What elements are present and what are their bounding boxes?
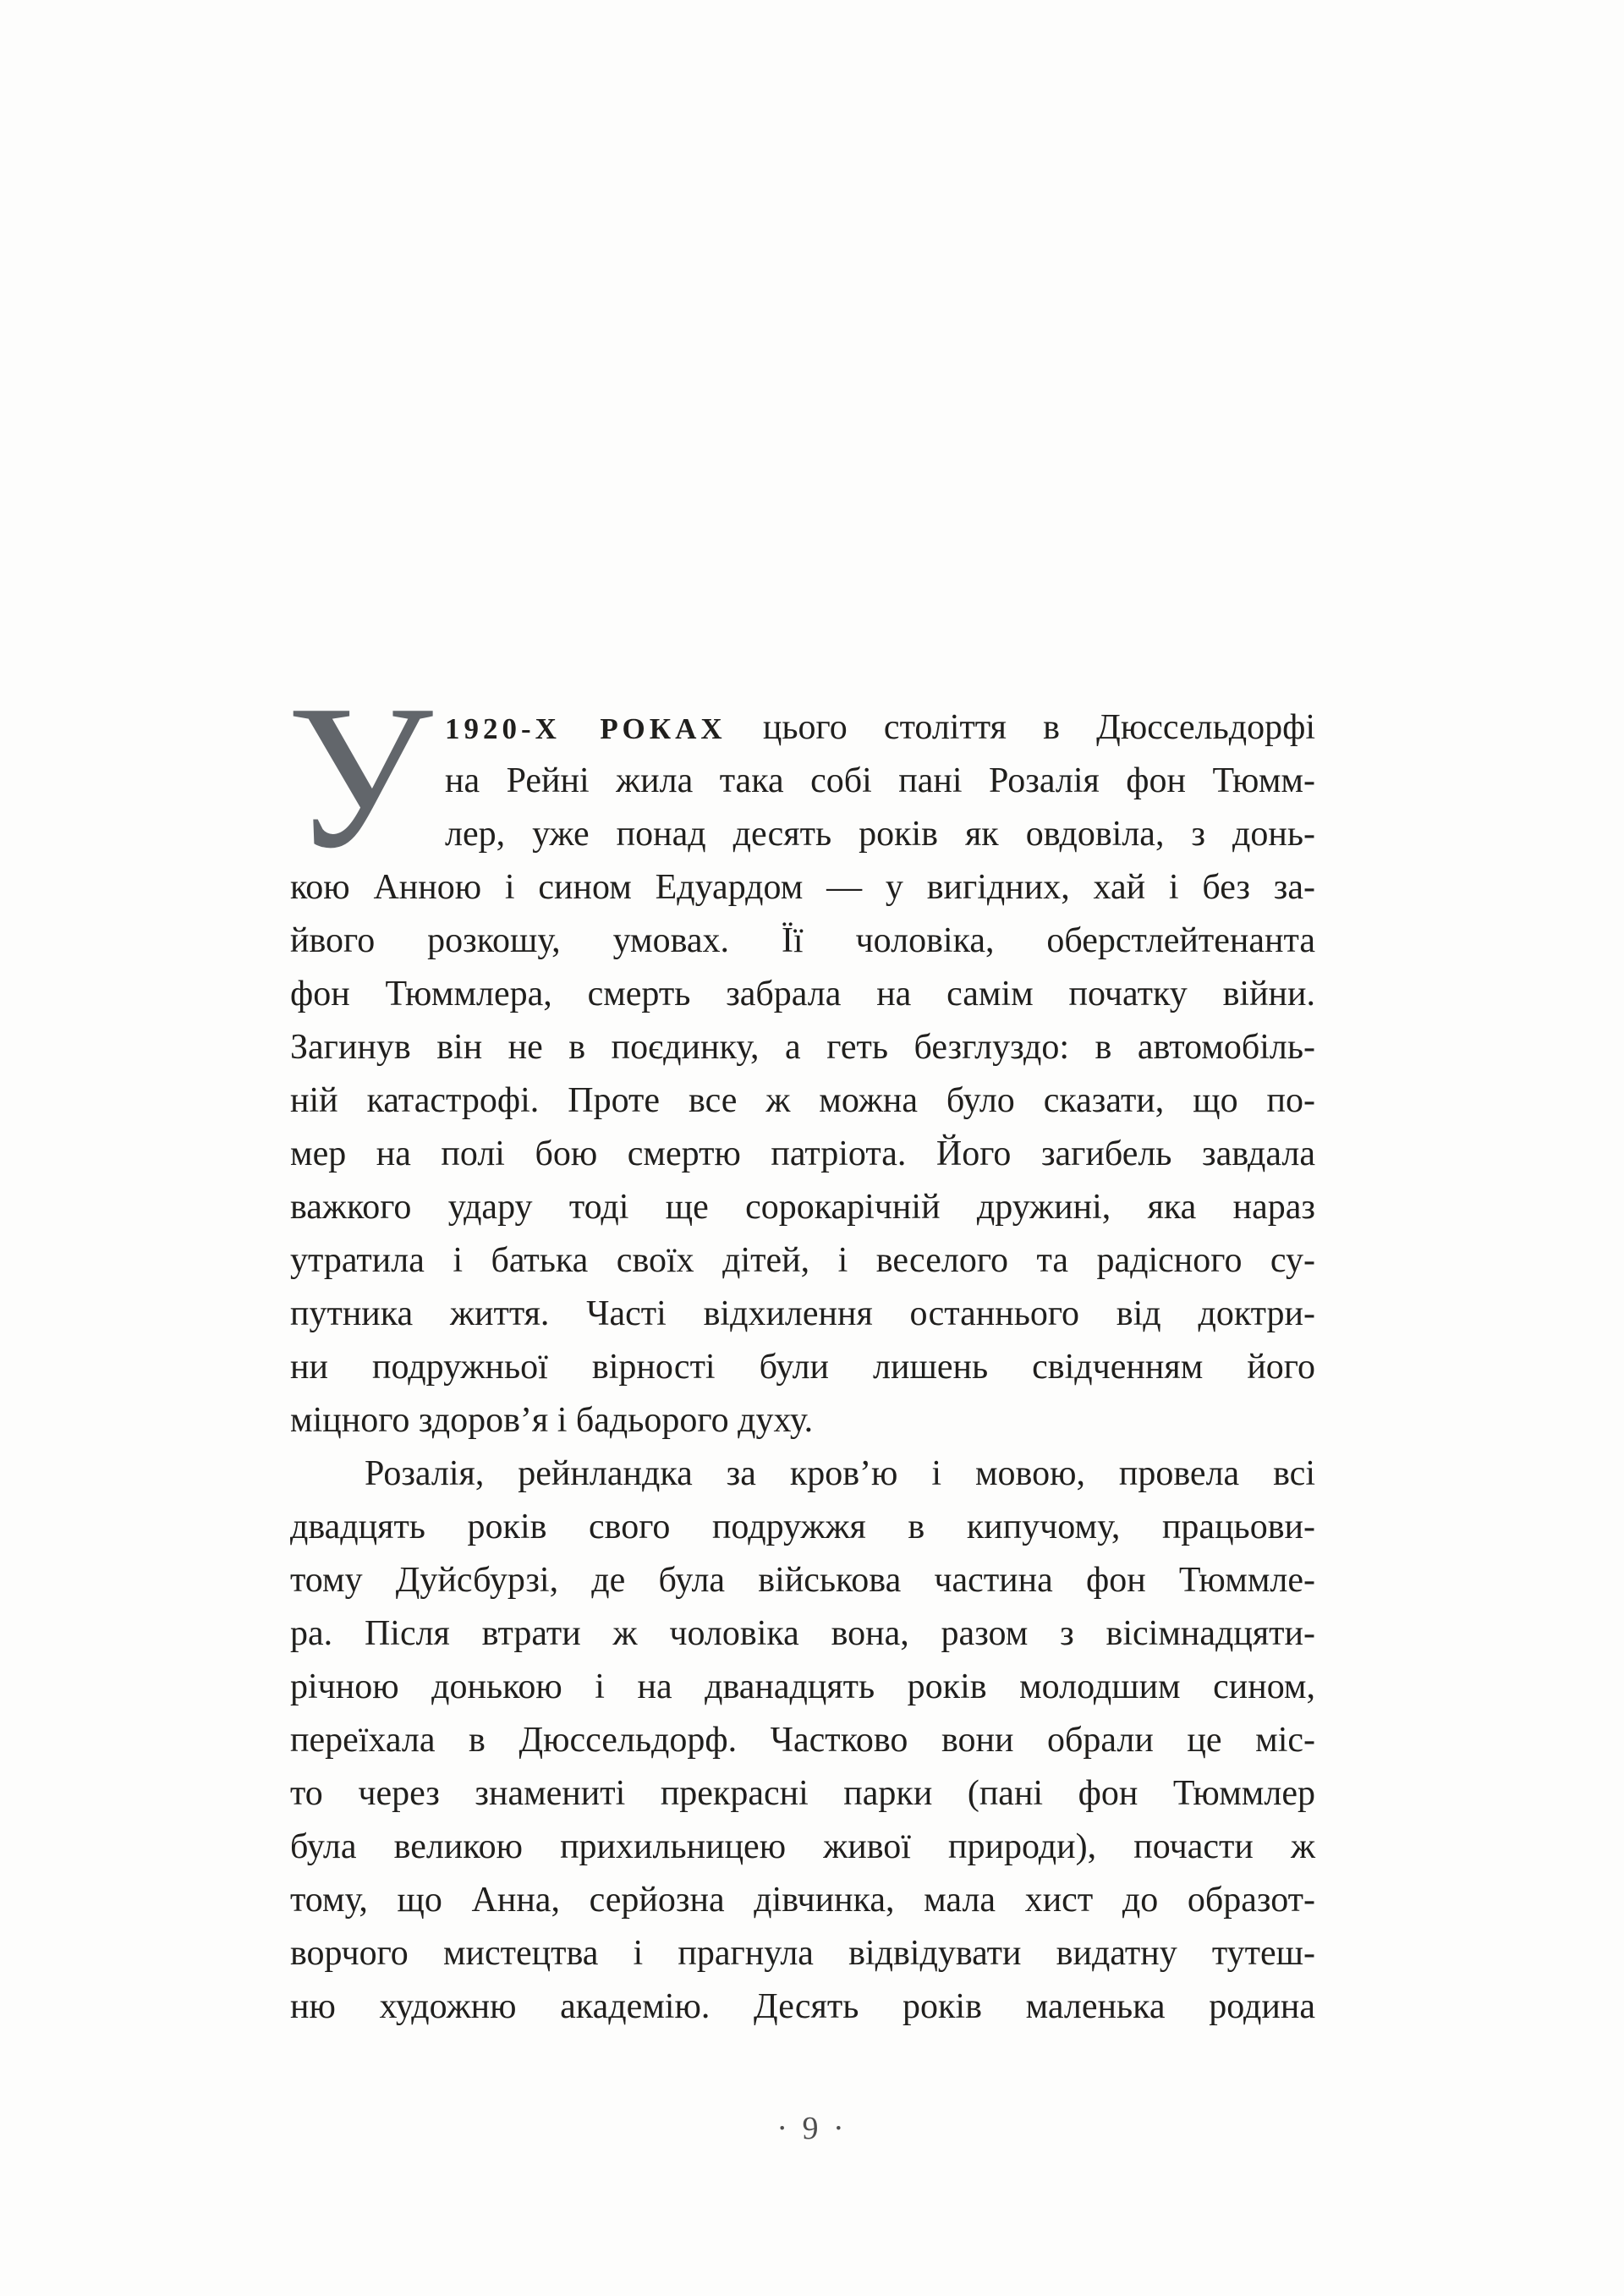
text-line: Загинув він не в поєдинку, а геть безглуздо: в автомобіль-: [290, 1028, 1315, 1067]
text-line: [290, 701, 1315, 755]
text-line: ра. Після втрати ж чоловіка вона, разом з вісімнадцяти-: [290, 1614, 1315, 1653]
text-line: переїхала в Дюссельдорф. Частково вони обрали це міс-: [290, 1721, 1315, 1760]
text-line: міцного здоров’я і бадьорого духу.: [290, 1401, 814, 1440]
text-line: лер, уже понад десять років як овдовіла, з донь-: [445, 815, 1315, 854]
text-line: то через знамениті прекрасні парки (пані фон Тюммлер: [290, 1774, 1315, 1813]
text-line: утратила і батька своїх дітей, і веселого та радісного су-: [290, 1241, 1315, 1280]
text-line: ню художню академію. Десять років маленька родина: [290, 1987, 1315, 2026]
text-line: була великою прихильницею живої природи), почасти ж: [290, 1827, 1315, 1866]
text-line: Розалія, рейнландка за кров’ю і мовою, провела всі: [365, 1454, 1315, 1493]
text-block: [287, 662, 1315, 2034]
opening-rest: цього століття в Дюссельдорфі: [726, 708, 1315, 747]
text-line: важкого удару тоді ще сорокарічній дружині, яка нараз: [290, 1188, 1315, 1227]
text-line: кою Анною і сином Едуардом — у вигідних, хай і без за-: [290, 868, 1315, 907]
text-line: путника життя. Часті відхилення останнього від доктри-: [290, 1294, 1315, 1333]
page-number: · 9 ·: [776, 2111, 848, 2146]
text-line: тому Дуйсбурзі, де була військова частина фон Тюммле-: [290, 1561, 1315, 1600]
opening-smallcaps: 1920-Х РОКАХ: [445, 712, 727, 745]
dropcap-letter: У: [287, 662, 433, 891]
text-line: ворчого мистецтва і прагнула відвідувати видатну тутеш-: [290, 1934, 1315, 1973]
text-line: мер на полі бою смертю патріота. Його загибель завдала: [290, 1134, 1315, 1173]
text-line: тому, що Анна, серйозна дівчинка, мала хист до образот-: [290, 1881, 1315, 1920]
text-line: ній катастрофі. Проте все ж можна було сказати, що по-: [290, 1081, 1315, 1120]
text-line: фон Тюммлера, смерть забрала на самім початку війни.: [290, 975, 1315, 1013]
text-line: ни подружньої вірності були лишень свідченням його: [290, 1348, 1315, 1387]
text-line: йвого розкошу, умовах. Її чоловіка, оберстлейтенанта: [290, 921, 1315, 960]
text-line: річною донькою і на дванадцять років молодшим сином,: [290, 1667, 1315, 1706]
text-line: на Рейні жила така собі пані Розалія фон Тюмм-: [445, 761, 1315, 800]
text-line: двадцять років свого подружжя в кипучому, працьови-: [290, 1508, 1315, 1546]
